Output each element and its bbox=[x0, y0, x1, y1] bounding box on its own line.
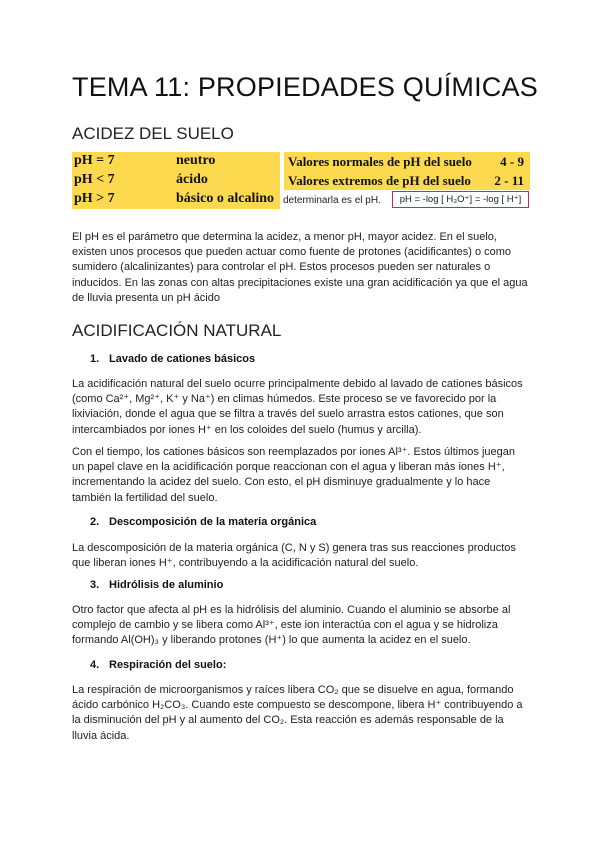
list-item-number: 1. bbox=[90, 353, 100, 365]
list-item-title: Descomposición de la materia orgánica bbox=[109, 516, 317, 528]
ph-row-key: pH > 7 bbox=[74, 191, 115, 206]
determine-text: determinarla es el pH. bbox=[283, 195, 381, 206]
list-item-paragraph: Otro factor que afecta al pH es la hidrólisis del aluminio. Cuando el aluminio se absorbe al complejo de cambio y se libera como Al³⁺, este ion interactúa con el agua y se hidroliza formando Al(OH)₃ y liberando protones (H⁺) lo que aumenta la acidez en el suelo. bbox=[72, 604, 511, 647]
list-item-number: 4. bbox=[90, 659, 100, 671]
list-item-heading bbox=[90, 353, 255, 365]
list-item-paragraph: La respiración de microorganismos y raíces libera CO₂ que se disuelve en agua, formando ácido carbónico H₂CO₃. Cuando este compuesto se descompone, libera H⁺ contribuyendo a la disminución del pH y al aumento del CO₂. Esta reacción es además responsable de la lluvia ácida. bbox=[72, 684, 523, 742]
list-item-number: 3. bbox=[90, 579, 100, 591]
page-title: TEMA 11: PROPIEDADES QUÍMICAS bbox=[72, 72, 538, 102]
acidez-paragraph: El pH es el parámetro que determina la acidez, a menor pH, mayor acidez. En el suelo, existen unos procesos que pueden actuar como fuente de protones (acidificantes) o como sumidero (alcalinizantes) para controlar el pH. Estos procesos pueden ser naturales o inducidos. En las zonas con altas precipitaciones existe una gran acidificación ya que el agua de lluvia presenta un pH ácido bbox=[72, 231, 528, 304]
list-item-paragraph: La descomposición de la materia orgánica (C, N y S) genera tras sus reacciones productos que liberan iones H⁺, contribuyendo a la acidificación natural del suelo. bbox=[72, 542, 516, 570]
range-row bbox=[284, 152, 530, 171]
list-item-heading bbox=[90, 516, 316, 528]
range-row-key: Valores normales de pH del suelo bbox=[288, 154, 472, 169]
range-row bbox=[284, 171, 530, 190]
ph-ranges-table bbox=[284, 152, 530, 190]
ph-row-key: pH < 7 bbox=[74, 172, 115, 187]
ph-row bbox=[72, 171, 280, 190]
list-item-title: Respiración del suelo: bbox=[109, 659, 227, 671]
ph-classification-table bbox=[72, 152, 280, 209]
range-row-value: 4 - 9 bbox=[500, 154, 524, 169]
ph-row-value: ácido bbox=[176, 172, 208, 187]
range-row-key: Valores extremos de pH del suelo bbox=[288, 173, 471, 188]
list-item-number: 2. bbox=[90, 516, 100, 528]
ph-row-value: neutro bbox=[176, 153, 216, 168]
list-item-paragraph: Con el tiempo, los cationes básicos son reemplazados por iones Al³⁺. Estos últimos juegan un papel clave en la acidificación porque reaccionan con el agua y liberan más iones H⁺, incrementando la acidez del suelo. Con esto, el pH disminuye gradualmente y lo hace también la fertilidad del suelo. bbox=[72, 446, 515, 504]
list-item-heading bbox=[90, 659, 226, 671]
section-heading-acidificacion: ACIDIFICACIÓN NATURAL bbox=[72, 321, 282, 340]
section-heading-acidez: ACIDEZ DEL SUELO bbox=[72, 124, 234, 143]
ph-row bbox=[72, 190, 280, 209]
ph-row-value: básico o alcalino bbox=[176, 191, 275, 206]
range-row-value: 2 - 11 bbox=[494, 173, 524, 188]
list-item-paragraph: La acidificación natural del suelo ocurre principalmente debido al lavado de cationes básicos (como Ca²⁺, Mg²⁺, K⁺ y Na⁺) en climas húmedos. Este proceso se ve favorecido por la lixiviación, donde el agua que se filtra a través del suelo arrastra estos cationes, que son intercambiados por iones H⁺ en los coloides del suelo (humus y arcilla). bbox=[72, 378, 523, 436]
list-item-title: Lavado de cationes básicos bbox=[109, 353, 256, 365]
ph-formula-box: pH = -log [ H₃O⁺] = -log [ H⁺] bbox=[392, 191, 529, 208]
ph-row bbox=[72, 152, 280, 171]
list-item-heading bbox=[90, 579, 223, 591]
ph-row-key: pH = 7 bbox=[74, 153, 115, 168]
list-item-title: Hidrólisis de aluminio bbox=[109, 579, 224, 591]
